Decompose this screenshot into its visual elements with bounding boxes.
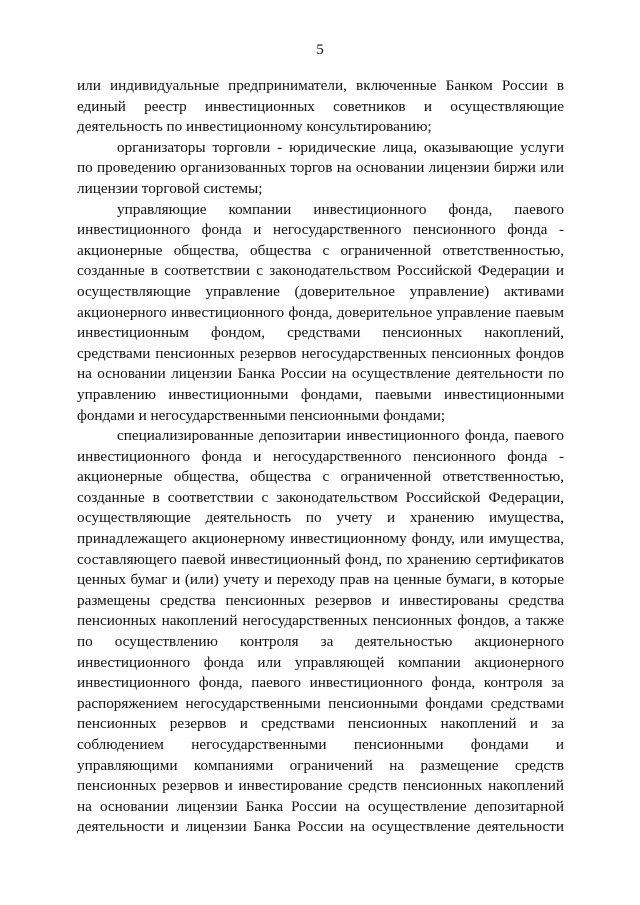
paragraph-specialized-depositories: специализированные депозитарии инвестиционного фонда, паевого инвестиционного фонда и негосударственного пенсионного фонда - акционерные общества, общества с ограниченной ответственностью, созданные в соответствии с законодательством Российской Федерации, осуществляющие деятельность по учету и хранению имущества, принадлежащего акционерному инвестиционному фонду, или имущества, составляющего паевой инвестиционный фонд, по хранению сертификатов ценных бумаг и (или) учету и переходу прав на ценные бумаги, в которые размещены средства пенсионных резервов и инвестированы средства пенсионных накоплений негосударственных пенсионных фондов, а также по осуществлению контроля за деятельностью акционерного инвестиционного фонда или управляющей компании акционерного инвестиционного фонда, паевого инвестиционного фонда, контроля за распоряжением негосударственными пенсионными фондами средствами пенсионных резервов и средствами пенсионных накоплений и за соблюдением негосударственными пенсионными фондами и управляющими компаниями ограничений на размещение средств пенсионных резервов и инвестирование средств пенсионных накоплений на основании лицензии Банка России на осуществление депозитарной деятельности и лицензии Банка России на осуществление деятельности	[77, 427, 564, 836]
paragraph-management-companies: управляющие компании инвестиционного фонда, паевого инвестиционного фонда и негосударственного пенсионного фонда - акционерные общества, общества с ограниченной ответственностью, созданные в соответствии с законодательством Российской Федерации и осуществляющие управление (доверительное управление) активами акционерного инвестиционного фонда, доверительное управление паевым инвестиционным фондом, средствами пенсионных накоплений, средствами пенсионных резервов негосударственных пенсионных фондов на основании лицензии Банка России на осуществление деятельности по управлению инвестиционными фондами, паевыми инвестиционными фондами и негосударственными пенсионными фондами;	[77, 200, 564, 424]
page-number: 5	[316, 42, 324, 58]
paragraph-trade-organizers: организаторы торговли - юридические лица, оказывающие услуги по проведению организованных торгов на основании лицензии биржи или лицензии торговой системы;	[77, 138, 564, 197]
document-body	[77, 76, 564, 838]
paragraph-investment-advisers-continuation: или индивидуальные предприниматели, включенные Банком России в единый реестр инвестиционных советников и осуществляющие деятельность по инвестиционному консультированию;	[77, 77, 564, 136]
